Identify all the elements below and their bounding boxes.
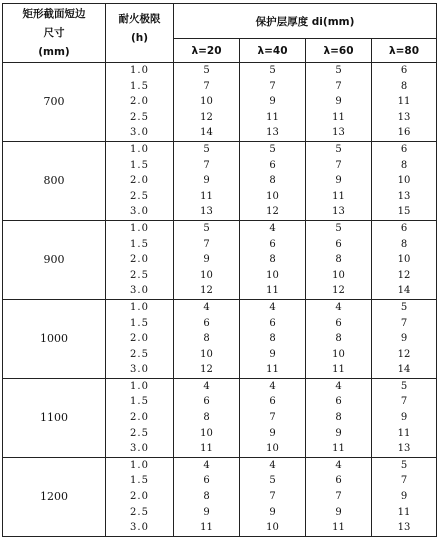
table-row	[3, 378, 437, 394]
thickness-cell: 11	[306, 520, 372, 536]
thickness-cell: 9	[174, 505, 240, 521]
thickness-cell: 6	[306, 394, 372, 410]
thickness-cell: 9	[306, 173, 372, 189]
fire-rating-cell: 3.0	[106, 283, 174, 299]
fire-rating-cell: 1.0	[106, 220, 174, 236]
thickness-cell: 11	[240, 283, 306, 299]
thickness-cell: 5	[372, 457, 437, 473]
fire-rating-cell: 1.5	[106, 79, 174, 95]
thickness-cell: 12	[240, 204, 306, 220]
thickness-cell: 7	[306, 79, 372, 95]
thickness-cell: 5	[306, 220, 372, 236]
thickness-cell: 5	[174, 141, 240, 157]
fire-rating-cell: 3.0	[106, 125, 174, 141]
thickness-cell: 15	[372, 204, 437, 220]
fire-rating-cell: 2.0	[106, 252, 174, 268]
thickness-cell: 4	[240, 299, 306, 315]
thickness-cell: 4	[306, 457, 372, 473]
header-fire-rating-line1: 耐火极限	[118, 13, 161, 25]
section-size-cell: 1100	[3, 378, 106, 457]
thickness-cell: 7	[240, 489, 306, 505]
thickness-cell: 11	[372, 505, 437, 521]
thickness-cell: 10	[174, 268, 240, 284]
thickness-cell: 13	[372, 520, 437, 536]
thickness-cell: 6	[174, 473, 240, 489]
section-size-cell: 1200	[3, 457, 106, 536]
section-size-cell: 800	[3, 141, 106, 220]
header-fire-rating	[106, 4, 174, 63]
header-section-size	[3, 4, 106, 63]
thickness-cell: 10	[240, 441, 306, 457]
thickness-cell: 9	[174, 252, 240, 268]
thickness-cell: 13	[306, 125, 372, 141]
thickness-cell: 11	[174, 441, 240, 457]
header-section-size-line3: (mm)	[38, 45, 70, 58]
fire-rating-cell: 1.5	[106, 473, 174, 489]
fire-rating-cell: 2.0	[106, 489, 174, 505]
thickness-cell: 7	[372, 473, 437, 489]
thickness-cell: 9	[240, 347, 306, 363]
thickness-cell: 8	[306, 331, 372, 347]
thickness-cell: 9	[240, 426, 306, 442]
thickness-cell: 10	[240, 268, 306, 284]
thickness-cell: 5	[240, 63, 306, 79]
thickness-cell: 5	[240, 473, 306, 489]
thickness-cell: 6	[306, 473, 372, 489]
thickness-cell: 11	[306, 441, 372, 457]
thickness-cell: 7	[174, 79, 240, 95]
thickness-cell: 4	[240, 220, 306, 236]
thickness-cell: 12	[174, 283, 240, 299]
thickness-cell: 10	[174, 426, 240, 442]
thickness-cell: 6	[306, 316, 372, 332]
fire-rating-cell: 1.5	[106, 394, 174, 410]
thickness-cell: 12	[372, 347, 437, 363]
thickness-cell: 5	[306, 141, 372, 157]
thickness-cell: 6	[372, 141, 437, 157]
thickness-cell: 7	[240, 79, 306, 95]
thickness-cell: 10	[240, 520, 306, 536]
fire-rating-cell: 1.0	[106, 141, 174, 157]
thickness-cell: 8	[372, 79, 437, 95]
fire-rating-cell: 1.0	[106, 457, 174, 473]
header-fire-rating-line2: (h)	[130, 32, 149, 44]
fire-rating-cell: 1.5	[106, 316, 174, 332]
header-lambda-60: λ=60	[306, 39, 372, 63]
thickness-cell: 8	[174, 331, 240, 347]
thickness-cell: 10	[372, 252, 437, 268]
thickness-cell: 7	[306, 489, 372, 505]
thickness-cell: 13	[372, 110, 437, 126]
fire-rating-cell: 1.5	[106, 158, 174, 174]
thickness-cell: 8	[306, 410, 372, 426]
thickness-cell: 13	[306, 204, 372, 220]
table-row	[3, 299, 437, 315]
thickness-cell: 7	[174, 158, 240, 174]
thickness-cell: 7	[306, 158, 372, 174]
thickness-cell: 11	[306, 110, 372, 126]
thickness-cell: 8	[174, 489, 240, 505]
thickness-cell: 9	[372, 331, 437, 347]
fire-rating-cell: 1.0	[106, 299, 174, 315]
thickness-cell: 10	[372, 173, 437, 189]
thickness-cell: 10	[174, 94, 240, 110]
fire-rating-cell: 3.0	[106, 520, 174, 536]
table-row	[3, 63, 437, 79]
thickness-cell: 10	[174, 347, 240, 363]
thickness-cell: 10	[306, 268, 372, 284]
thickness-cell: 9	[372, 489, 437, 505]
thickness-cell: 13	[372, 189, 437, 205]
thickness-cell: 5	[240, 141, 306, 157]
table-row	[3, 141, 437, 157]
thickness-cell: 11	[174, 520, 240, 536]
fire-rating-cell: 2.0	[106, 410, 174, 426]
thickness-cell: 9	[306, 505, 372, 521]
section-size-cell: 1000	[3, 299, 106, 378]
fire-rating-cell: 3.0	[106, 362, 174, 378]
thickness-cell: 7	[372, 316, 437, 332]
thickness-cell: 9	[240, 94, 306, 110]
thickness-cell: 6	[174, 316, 240, 332]
thickness-cell: 8	[240, 252, 306, 268]
fire-rating-cell: 2.0	[106, 94, 174, 110]
thickness-cell: 11	[240, 362, 306, 378]
thickness-cell: 9	[240, 505, 306, 521]
section-size-cell: 900	[3, 220, 106, 299]
header-lambda-80: λ=80	[372, 39, 437, 63]
thickness-cell: 9	[306, 94, 372, 110]
thickness-cell: 6	[306, 237, 372, 253]
fire-rating-cell: 2.0	[106, 331, 174, 347]
thickness-cell: 5	[174, 220, 240, 236]
thickness-cell: 4	[240, 457, 306, 473]
thickness-cell: 5	[372, 378, 437, 394]
thickness-cell: 5	[372, 299, 437, 315]
table-row	[3, 457, 437, 473]
thickness-cell: 8	[174, 410, 240, 426]
thickness-cell: 8	[306, 252, 372, 268]
fire-rating-cell: 1.0	[106, 378, 174, 394]
thickness-cell: 9	[174, 173, 240, 189]
thickness-cell: 11	[372, 94, 437, 110]
thickness-cell: 12	[174, 362, 240, 378]
thickness-cell: 4	[174, 378, 240, 394]
thickness-cell: 14	[372, 283, 437, 299]
thickness-cell: 14	[372, 362, 437, 378]
thickness-cell: 4	[174, 457, 240, 473]
thickness-cell: 11	[174, 189, 240, 205]
thickness-cell: 6	[372, 220, 437, 236]
thickness-cell: 9	[372, 410, 437, 426]
thickness-cell: 7	[240, 410, 306, 426]
table-row	[3, 220, 437, 236]
thickness-cell: 11	[306, 362, 372, 378]
thickness-cell: 16	[372, 125, 437, 141]
fire-rating-cell: 3.0	[106, 204, 174, 220]
thickness-cell: 4	[174, 299, 240, 315]
fire-rating-cell: 1.5	[106, 237, 174, 253]
fire-rating-cell: 2.5	[106, 426, 174, 442]
thickness-cell: 13	[240, 125, 306, 141]
fire-rating-cell: 2.5	[106, 505, 174, 521]
header-section-size-line2: 尺寸	[43, 26, 65, 39]
thickness-cell: 8	[372, 237, 437, 253]
fire-rating-cell: 2.0	[106, 173, 174, 189]
fire-protection-thickness-table	[2, 3, 437, 537]
thickness-cell: 4	[240, 378, 306, 394]
section-size-cell: 700	[3, 63, 106, 142]
fire-rating-cell: 2.5	[106, 110, 174, 126]
thickness-cell: 5	[306, 63, 372, 79]
thickness-cell: 11	[372, 426, 437, 442]
thickness-cell: 6	[240, 394, 306, 410]
thickness-cell: 11	[240, 110, 306, 126]
thickness-cell: 6	[240, 237, 306, 253]
fire-rating-cell: 1.0	[106, 63, 174, 79]
thickness-cell: 4	[306, 378, 372, 394]
fire-rating-cell: 2.5	[106, 268, 174, 284]
thickness-cell: 8	[240, 173, 306, 189]
thickness-cell: 11	[306, 189, 372, 205]
thickness-cell: 13	[372, 441, 437, 457]
thickness-cell: 12	[372, 268, 437, 284]
fire-rating-cell: 2.5	[106, 347, 174, 363]
thickness-cell: 13	[174, 204, 240, 220]
thickness-cell: 6	[240, 316, 306, 332]
header-lambda-40: λ=40	[240, 39, 306, 63]
thickness-cell: 6	[174, 394, 240, 410]
header-lambda-20: λ=20	[174, 39, 240, 63]
header-row-1	[3, 4, 437, 39]
thickness-cell: 10	[306, 347, 372, 363]
thickness-cell: 8	[240, 331, 306, 347]
thickness-cell: 7	[174, 237, 240, 253]
thickness-cell: 6	[240, 158, 306, 174]
thickness-cell: 7	[372, 394, 437, 410]
thickness-cell: 8	[372, 158, 437, 174]
thickness-cell: 6	[372, 63, 437, 79]
thickness-cell: 12	[306, 283, 372, 299]
fire-rating-cell: 3.0	[106, 441, 174, 457]
thickness-cell: 14	[174, 125, 240, 141]
thickness-cell: 5	[174, 63, 240, 79]
thickness-cell: 4	[306, 299, 372, 315]
table-body	[3, 63, 437, 537]
thickness-cell: 10	[240, 189, 306, 205]
header-protection-thickness: 保护层厚度 di(mm)	[174, 4, 437, 39]
fire-rating-cell: 2.5	[106, 189, 174, 205]
thickness-cell: 12	[174, 110, 240, 126]
header-section-size-line1: 矩形截面短边	[22, 7, 86, 20]
thickness-cell: 9	[306, 426, 372, 442]
